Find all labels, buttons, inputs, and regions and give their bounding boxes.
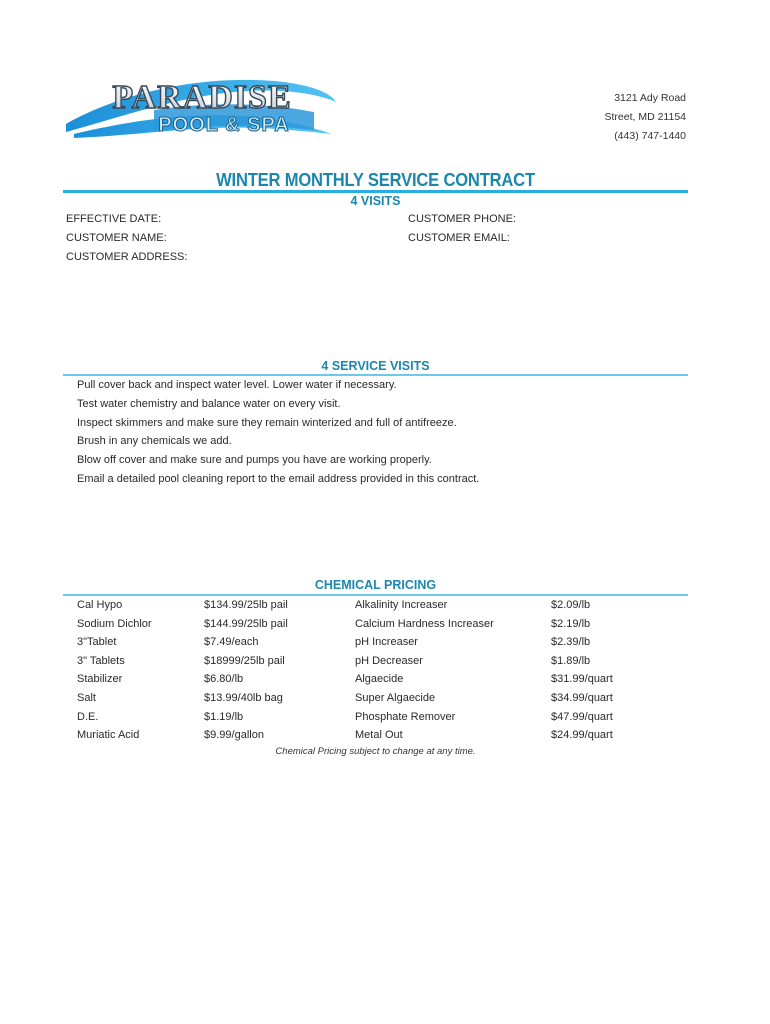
chemical-name: Muriatic Acid bbox=[77, 729, 140, 742]
address-line-1: 3121 Ady Road bbox=[614, 92, 686, 104]
chemical-price: $2.39/lb bbox=[551, 636, 591, 649]
chemical-price: $34.99/quart bbox=[551, 691, 613, 704]
list-item: Inspect skimmers and make sure they remain winterized and full of antifreeze. bbox=[77, 416, 457, 429]
chemical-name: 3" Tablets bbox=[77, 654, 125, 667]
chemical-pricing-heading: CHEMICAL PRICING bbox=[314, 578, 437, 592]
chemical-price: $18999/25lb pail bbox=[204, 654, 285, 667]
chemical-price: $9.99/gallon bbox=[204, 729, 264, 742]
chemical-price: $2.19/lb bbox=[551, 617, 591, 630]
chemical-name: Stabilizer bbox=[77, 673, 123, 686]
svg-text:POOL & SPA: POOL & SPA bbox=[158, 114, 290, 136]
chemical-name: Sodium Dichlor bbox=[77, 617, 152, 630]
chemical-price: $144.99/25lb pail bbox=[204, 617, 288, 630]
company-logo bbox=[64, 72, 340, 142]
svg-text:PARADISE: PARADISE bbox=[112, 79, 292, 116]
chemical-price: $1.19/lb bbox=[204, 710, 244, 723]
chemical-name: pH Increaser bbox=[355, 636, 418, 649]
chemical-name: D.E. bbox=[77, 710, 99, 723]
chemical-price: $6.80/lb bbox=[204, 673, 244, 686]
list-item: Email a detailed pool cleaning report to the email address provided in this contract. bbox=[77, 472, 480, 485]
list-item: Blow off cover and make sure and pumps you have are working properly. bbox=[77, 454, 432, 467]
pricing-disclaimer: Chemical Pricing subject to change at any time. bbox=[275, 746, 476, 757]
chemical-prices-right bbox=[551, 596, 613, 745]
chemical-price: $134.99/25lb pail bbox=[204, 599, 288, 611]
list-item: Test water chemistry and balance water on every visit. bbox=[77, 397, 341, 410]
customer-email-label: CUSTOMER EMAIL: bbox=[408, 232, 510, 244]
chemical-price: $7.49/each bbox=[204, 636, 259, 649]
service-visits-heading: 4 SERVICE VISITS bbox=[321, 359, 430, 373]
chemical-name: Metal Out bbox=[355, 729, 403, 742]
page-subtitle: 4 VISITS bbox=[350, 194, 401, 208]
chemical-prices-left bbox=[204, 596, 288, 745]
page-title: WINTER MONTHLY SERVICE CONTRACT bbox=[216, 170, 535, 190]
chemical-price: $2.09/lb bbox=[551, 599, 591, 611]
chemical-names-right bbox=[355, 596, 494, 745]
wave-logo-icon bbox=[64, 72, 340, 142]
chemical-price: $1.89/lb bbox=[551, 654, 591, 667]
effective-date-label: EFFECTIVE DATE: bbox=[66, 213, 162, 225]
customer-name-label: CUSTOMER NAME: bbox=[66, 232, 167, 244]
chemical-name: Alkalinity Increaser bbox=[355, 599, 448, 611]
list-item: Brush in any chemicals we add. bbox=[77, 435, 232, 448]
chemical-price: $13.99/40lb bag bbox=[204, 691, 283, 704]
chemical-name: Super Algaecide bbox=[355, 691, 436, 704]
chemical-name: Cal Hypo bbox=[77, 599, 123, 611]
address-line-2: Street, MD 21154 bbox=[604, 111, 686, 123]
company-phone: (443) 747-1440 bbox=[614, 130, 686, 142]
chemical-price: $47.99/quart bbox=[551, 710, 613, 723]
service-visits-list bbox=[77, 376, 479, 489]
chemical-name: pH Decreaser bbox=[355, 654, 423, 667]
chemical-names-left bbox=[77, 596, 152, 745]
chemical-name: Salt bbox=[77, 691, 96, 704]
chemical-name: Phosphate Remover bbox=[355, 710, 456, 723]
customer-address-label: CUSTOMER ADDRESS: bbox=[66, 251, 188, 263]
customer-phone-label: CUSTOMER PHONE: bbox=[408, 213, 516, 225]
title-divider bbox=[63, 190, 688, 193]
company-address bbox=[604, 89, 686, 146]
chemical-name: Algaecide bbox=[355, 673, 404, 686]
chemical-price: $31.99/quart bbox=[551, 673, 613, 686]
chemical-name: 3"Tablet bbox=[77, 636, 117, 649]
chemical-name: Calcium Hardness Increaser bbox=[355, 617, 494, 630]
list-item: Pull cover back and inspect water level. Lower water if necessary. bbox=[77, 379, 397, 391]
chemical-price: $24.99/quart bbox=[551, 729, 613, 742]
